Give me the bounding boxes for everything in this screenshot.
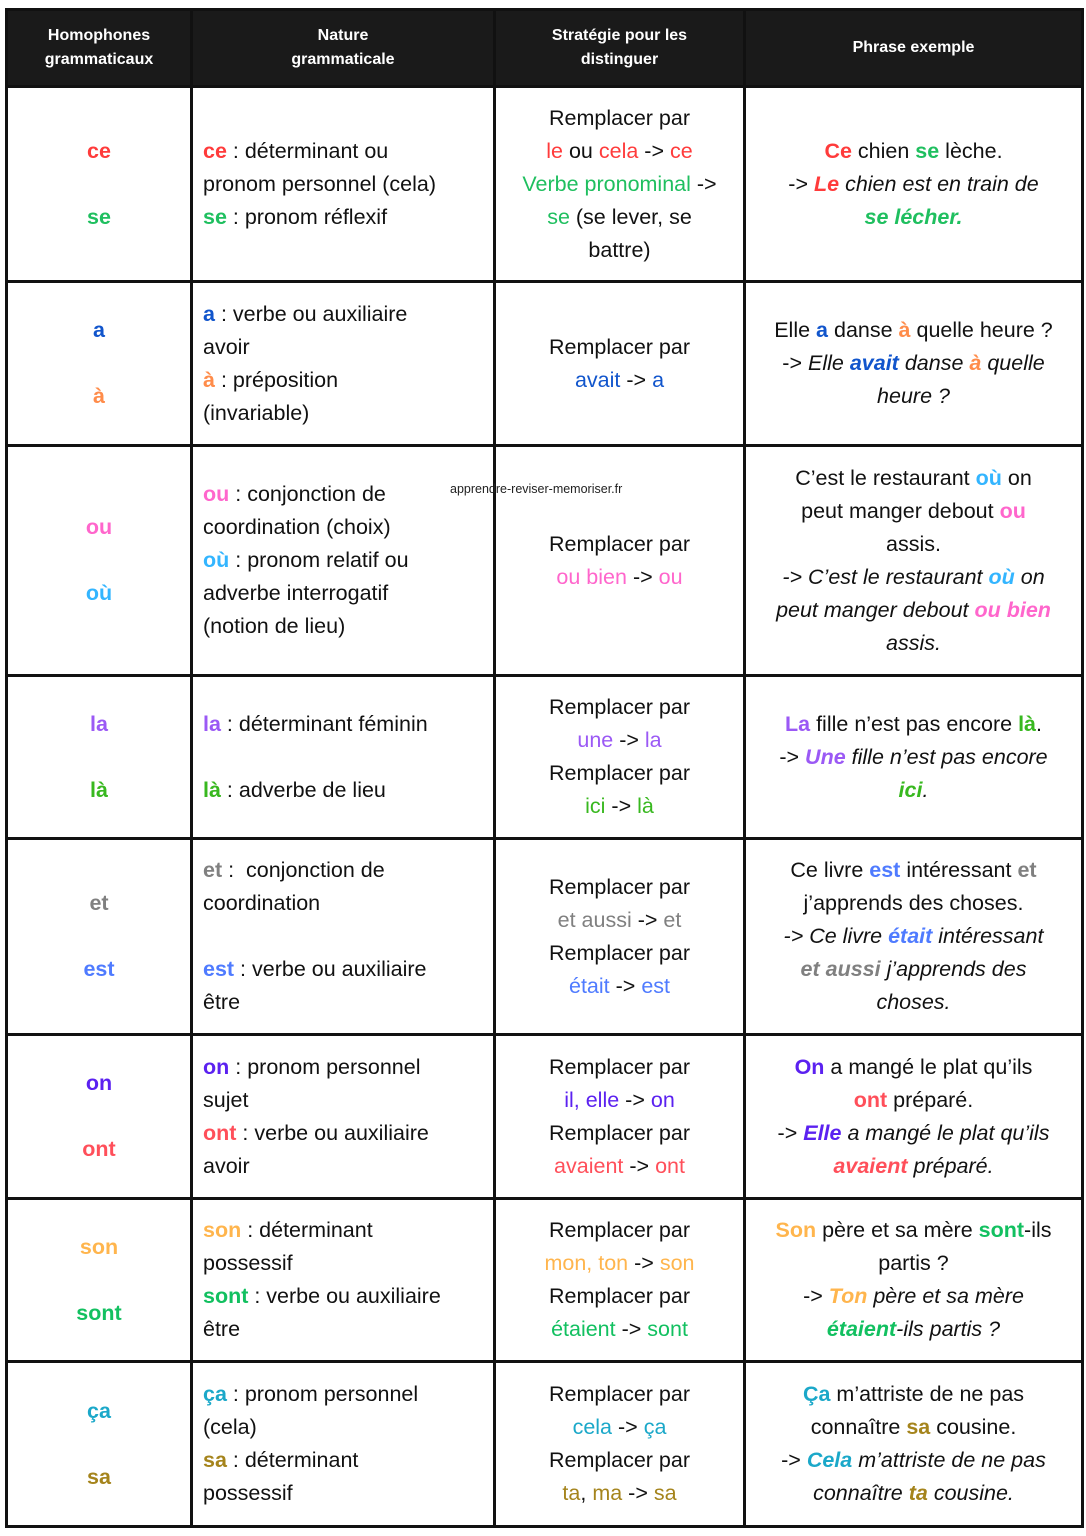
nature-text: (invariable) — [203, 400, 310, 425]
table-row-a-a-grave — [7, 282, 1083, 446]
keyword: là — [637, 794, 654, 818]
keyword: ou — [658, 564, 683, 589]
header-nature — [192, 10, 495, 87]
keyword: se lécher. — [864, 204, 963, 229]
strategy-text: Remplacer par — [549, 940, 690, 965]
strategy-text: Remplacer par — [549, 761, 690, 785]
example-text: -ils — [1024, 1218, 1052, 1242]
nature-text: : déterminant féminin — [220, 711, 428, 736]
example-text: partis ? — [878, 1251, 949, 1275]
homophones-cell — [7, 1362, 192, 1527]
example-text: danse — [828, 318, 899, 342]
keyword: sa — [653, 1481, 677, 1505]
keyword: Ton — [828, 1284, 868, 1308]
nature-text: coordination (choix) — [203, 515, 391, 539]
arrow: -> — [788, 171, 814, 196]
homophone-word: se — [87, 204, 111, 229]
homophones-cell — [7, 1199, 192, 1362]
arrow: -> — [620, 367, 653, 392]
keyword: était — [888, 924, 933, 948]
keyword: à — [898, 318, 911, 342]
nature-cell — [192, 1035, 495, 1199]
example-text: j’apprends des — [880, 957, 1027, 981]
keyword: ont — [655, 1153, 685, 1178]
arrow: -> — [782, 351, 808, 375]
example-cell — [745, 1199, 1083, 1362]
example-cell — [745, 87, 1083, 282]
example-text: assis. — [886, 630, 941, 655]
keyword: ce — [670, 138, 693, 163]
homophone-word: ça — [87, 1398, 111, 1423]
homophone-word: est — [83, 957, 115, 981]
keyword: et — [663, 907, 682, 932]
nature-text: : pronom personnel — [229, 1054, 421, 1079]
homophone-word: ou — [85, 515, 113, 539]
keyword: ma — [592, 1481, 623, 1505]
homophones-cell — [7, 282, 192, 446]
example-text: préparé. — [907, 1153, 994, 1178]
strategy-text: (se lever, se — [569, 204, 692, 229]
nature-text: (cela) — [203, 1415, 257, 1439]
keyword: Une — [805, 744, 846, 769]
arrow: -> — [631, 907, 664, 932]
arrow: -> — [781, 1448, 807, 1472]
nature-text: : déterminant — [241, 1218, 373, 1242]
keyword: le — [546, 138, 563, 163]
table-row-on-ont — [7, 1035, 1083, 1199]
example-text: m’attriste de ne pas — [852, 1448, 1046, 1472]
example-text: intéressant — [932, 924, 1044, 948]
nature-cell — [192, 87, 495, 282]
watermark-text: apprendre-reviser-memoriser.fr — [450, 482, 623, 496]
example-text: assis. — [886, 531, 941, 556]
table-row-ou-ou-grave — [7, 446, 1083, 676]
example-text: . — [922, 777, 929, 802]
example-text: peut manger debout — [776, 597, 975, 622]
homophone-word: on — [85, 1071, 113, 1095]
homophones-cell — [7, 839, 192, 1035]
example-text: cousine. — [930, 1415, 1017, 1439]
nature-text: : déterminant — [226, 1448, 359, 1472]
header-strategie — [495, 10, 745, 87]
arrow: -> — [628, 1251, 660, 1275]
keyword: ici — [898, 777, 923, 802]
example-text: connaître — [810, 1415, 907, 1439]
keyword: étaient — [551, 1317, 616, 1341]
keyword: sa — [906, 1415, 931, 1439]
example-cell — [745, 282, 1083, 446]
keyword: il, elle — [564, 1087, 620, 1112]
nature-text: : pronom réflexif — [226, 204, 388, 229]
strategy-text: Remplacer par — [549, 1382, 690, 1406]
example-text: danse — [898, 351, 970, 375]
table-row-ce-se — [7, 87, 1083, 282]
example-text: choses. — [876, 990, 951, 1014]
example-text: père et sa mère — [816, 1218, 979, 1242]
nature-cell — [192, 282, 495, 446]
strategy-text: Remplacer par — [549, 1448, 690, 1472]
nature-text: : déterminant ou — [226, 138, 389, 163]
strategy-cell — [495, 1362, 745, 1527]
example-text: quelle — [981, 351, 1045, 375]
example-text: fille n’est pas encore — [845, 744, 1048, 769]
strategy-cell — [495, 282, 745, 446]
homophones-table — [5, 8, 1084, 1528]
strategy-cell — [495, 1199, 745, 1362]
strategy-cell — [495, 1035, 745, 1199]
nature-cell — [192, 676, 495, 839]
example-text: préparé. — [887, 1087, 974, 1112]
nature-text: sujet — [203, 1087, 249, 1112]
example-text: a mangé le plat qu’ils — [841, 1120, 1050, 1145]
arrow: -> — [612, 1415, 644, 1439]
example-text: connaître — [813, 1481, 909, 1505]
example-text: on — [1014, 564, 1045, 589]
strategy-cell — [495, 676, 745, 839]
keyword: avait — [574, 367, 621, 392]
keyword: se — [547, 204, 570, 229]
nature-text: : pronom relatif ou — [229, 548, 409, 572]
header-text: Homophones — [47, 27, 151, 44]
homophones-cell — [7, 1035, 192, 1199]
example-text: fille n’est pas encore — [810, 711, 1019, 736]
homophone-word: ont — [82, 1137, 116, 1161]
keyword: à — [969, 351, 982, 375]
example-cell — [745, 676, 1083, 839]
header-text: grammaticale — [291, 51, 395, 68]
keyword: ça — [643, 1415, 667, 1439]
nature-text: : verbe ou auxiliaire — [234, 957, 427, 981]
example-text: a mangé le plat qu’ils — [824, 1054, 1033, 1079]
example-text: . — [1036, 711, 1042, 736]
keyword: là — [1018, 711, 1036, 736]
keyword: était — [569, 973, 610, 998]
keyword: ont — [853, 1087, 888, 1112]
example-text: -> C’est le restaurant — [782, 564, 989, 589]
homophone-word: là — [90, 777, 108, 802]
keyword: où — [988, 564, 1015, 589]
arrow: -> — [622, 1481, 654, 1505]
example-text: Elle — [774, 318, 817, 342]
strategy-text: Remplacer par — [549, 531, 690, 556]
keyword: et — [1017, 858, 1037, 882]
nature-text: (notion de lieu) — [203, 614, 346, 638]
arrow: -> — [619, 1087, 651, 1112]
keyword: où — [975, 465, 1002, 490]
keyword: mon, ton — [544, 1251, 629, 1275]
example-text: quelle heure ? — [910, 318, 1053, 342]
keyword: cela — [572, 1415, 613, 1439]
keyword: a — [816, 318, 829, 342]
keyword: La — [785, 711, 811, 736]
keyword: la — [203, 711, 221, 736]
example-text: -ils partis ? — [896, 1317, 1001, 1341]
table-row-son-sont — [7, 1199, 1083, 1362]
example-text: -> Ce livre — [783, 924, 889, 948]
keyword: a — [652, 367, 665, 392]
keyword: se — [915, 138, 940, 163]
homophones-cell — [7, 87, 192, 282]
keyword: se — [203, 204, 227, 229]
example-text: on — [1001, 465, 1032, 490]
homophone-word: ce — [87, 138, 111, 163]
keyword: est — [641, 973, 670, 998]
nature-text: avoir — [203, 1153, 250, 1178]
nature-text: : adverbe de lieu — [220, 777, 386, 802]
header-homophones — [7, 10, 192, 87]
keyword: Le — [814, 171, 840, 196]
homophone-word: la — [90, 711, 108, 736]
keyword: ta — [562, 1481, 581, 1505]
example-cell — [745, 1362, 1083, 1527]
example-cell — [745, 839, 1083, 1035]
header-text: Stratégie pour les — [551, 27, 688, 44]
keyword: Son — [775, 1218, 817, 1242]
strategy-cell — [495, 87, 745, 282]
nature-text: : préposition — [214, 367, 339, 392]
arrow: -> — [609, 973, 642, 998]
arrow: -> — [605, 794, 638, 818]
keyword: et — [203, 858, 223, 882]
example-text: Ce livre — [790, 858, 870, 882]
keyword: et aussi — [557, 907, 632, 932]
example-text: j’apprends des choses. — [803, 891, 1024, 915]
nature-text: : verbe ou auxiliaire — [236, 1120, 429, 1145]
homophone-word: où — [85, 581, 113, 605]
nature-text: être — [203, 1317, 241, 1341]
example-text: Elle — [808, 351, 850, 375]
keyword: ont — [203, 1120, 237, 1145]
strategy-text: Remplacer par — [549, 1054, 690, 1079]
example-text: heure ? — [877, 384, 950, 408]
arrow: -> — [779, 744, 806, 769]
keyword: sont — [203, 1284, 249, 1308]
keyword: son — [203, 1218, 242, 1242]
example-text: lèche. — [939, 138, 1003, 163]
strategy-text: ou — [563, 138, 599, 163]
homophone-word: son — [79, 1234, 119, 1259]
example-text: intéressant — [900, 858, 1018, 882]
example-cell — [745, 1035, 1083, 1199]
keyword: avait — [849, 351, 899, 375]
arrow: -> — [623, 1153, 656, 1178]
keyword: ou bien — [556, 564, 627, 589]
keyword: Cela — [806, 1448, 853, 1472]
strategy-text: Remplacer par — [549, 105, 690, 130]
nature-cell — [192, 1199, 495, 1362]
arrow: -> — [626, 564, 659, 589]
example-text: père et sa mère — [867, 1284, 1024, 1308]
example-text: peut manger debout — [801, 498, 1000, 523]
keyword: sont — [978, 1218, 1025, 1242]
nature-text: : conjonction de — [222, 858, 385, 882]
strategy-text: Remplacer par — [549, 334, 690, 359]
header-text: grammaticaux — [44, 51, 154, 68]
keyword: sa — [203, 1448, 227, 1472]
keyword: avaient — [833, 1153, 908, 1178]
nature-text: : verbe ou auxiliaire — [214, 301, 408, 326]
keyword: ou bien — [974, 597, 1051, 622]
example-cell — [745, 446, 1083, 676]
keyword: Ça — [802, 1382, 831, 1406]
example-text: cousine. — [927, 1481, 1014, 1505]
nature-text: adverbe interrogatif — [203, 581, 389, 605]
keyword: on — [203, 1054, 230, 1079]
table-row-et-est — [7, 839, 1083, 1035]
keyword: Verbe pronominal — [522, 171, 691, 196]
keyword: avaient — [554, 1153, 624, 1178]
header-text: Nature — [317, 27, 369, 44]
keyword: on — [650, 1087, 675, 1112]
strategy-text: Remplacer par — [549, 1218, 690, 1242]
keyword: une — [577, 728, 614, 752]
homophones-cell — [7, 446, 192, 676]
nature-text: : pronom personnel — [226, 1382, 419, 1406]
strategy-text: Remplacer par — [549, 1120, 690, 1145]
keyword: est — [203, 957, 235, 981]
table-row-ca-sa — [7, 1362, 1083, 1527]
strategy-text: Remplacer par — [549, 1284, 690, 1308]
keyword: est — [869, 858, 901, 882]
homophone-word: et — [89, 891, 109, 915]
keyword: et aussi — [800, 957, 881, 981]
example-text: C’est le restaurant — [795, 465, 976, 490]
keyword: à — [203, 367, 215, 392]
strategy-text: battre) — [588, 237, 651, 262]
nature-text: coordination — [203, 891, 321, 915]
homophone-word: à — [93, 384, 105, 408]
arrow: -> — [638, 138, 670, 163]
header-row — [7, 10, 1083, 87]
table-row-la-la-grave — [7, 676, 1083, 839]
nature-text: : conjonction de — [229, 482, 386, 506]
keyword: ou — [999, 498, 1026, 523]
nature-text: pronom personnel (cela) — [203, 171, 437, 196]
arrow: -> — [613, 728, 645, 752]
strategy-text: Remplacer par — [549, 874, 690, 899]
nature-cell — [192, 446, 495, 676]
keyword: On — [794, 1054, 825, 1079]
keyword: ce — [203, 138, 227, 163]
keyword: ta — [908, 1481, 928, 1505]
header-text: distinguer — [580, 51, 659, 68]
header-phrase-exemple: Phrase exemple — [745, 10, 1083, 87]
keyword: Elle — [803, 1120, 842, 1145]
arrow: -> — [690, 171, 717, 196]
example-text: m’attriste de ne pas — [830, 1382, 1025, 1406]
nature-text: : verbe ou auxiliaire — [248, 1284, 441, 1308]
strategy-cell — [495, 446, 745, 676]
arrow: -> — [615, 1317, 648, 1341]
keyword: son — [659, 1251, 695, 1275]
keyword: la — [644, 728, 662, 752]
nature-cell — [192, 839, 495, 1035]
strategy-text: Remplacer par — [549, 695, 690, 719]
nature-text: possessif — [203, 1481, 293, 1505]
strategy-text: , — [580, 1481, 593, 1505]
strategy-cell — [495, 839, 745, 1035]
keyword: a — [203, 301, 215, 326]
homophone-word: a — [93, 318, 105, 342]
nature-cell — [192, 1362, 495, 1527]
homophones-cell — [7, 676, 192, 839]
keyword: sont — [647, 1317, 688, 1341]
nature-text: possessif — [203, 1251, 293, 1275]
keyword: cela — [598, 138, 639, 163]
keyword: ça — [203, 1382, 227, 1406]
keyword: où — [203, 548, 230, 572]
homophone-word: sont — [76, 1300, 122, 1325]
homophone-word: sa — [87, 1464, 111, 1489]
example-text: chien est en train de — [839, 171, 1039, 196]
nature-text: avoir — [203, 334, 250, 359]
example-text: chien — [851, 138, 916, 163]
keyword: là — [203, 777, 221, 802]
nature-text: être — [203, 990, 241, 1014]
keyword: ici — [585, 794, 606, 818]
arrow: -> — [777, 1120, 804, 1145]
keyword: Ce — [824, 138, 852, 163]
keyword: étaient — [826, 1317, 897, 1341]
keyword: ou — [203, 482, 230, 506]
arrow: -> — [803, 1284, 829, 1308]
